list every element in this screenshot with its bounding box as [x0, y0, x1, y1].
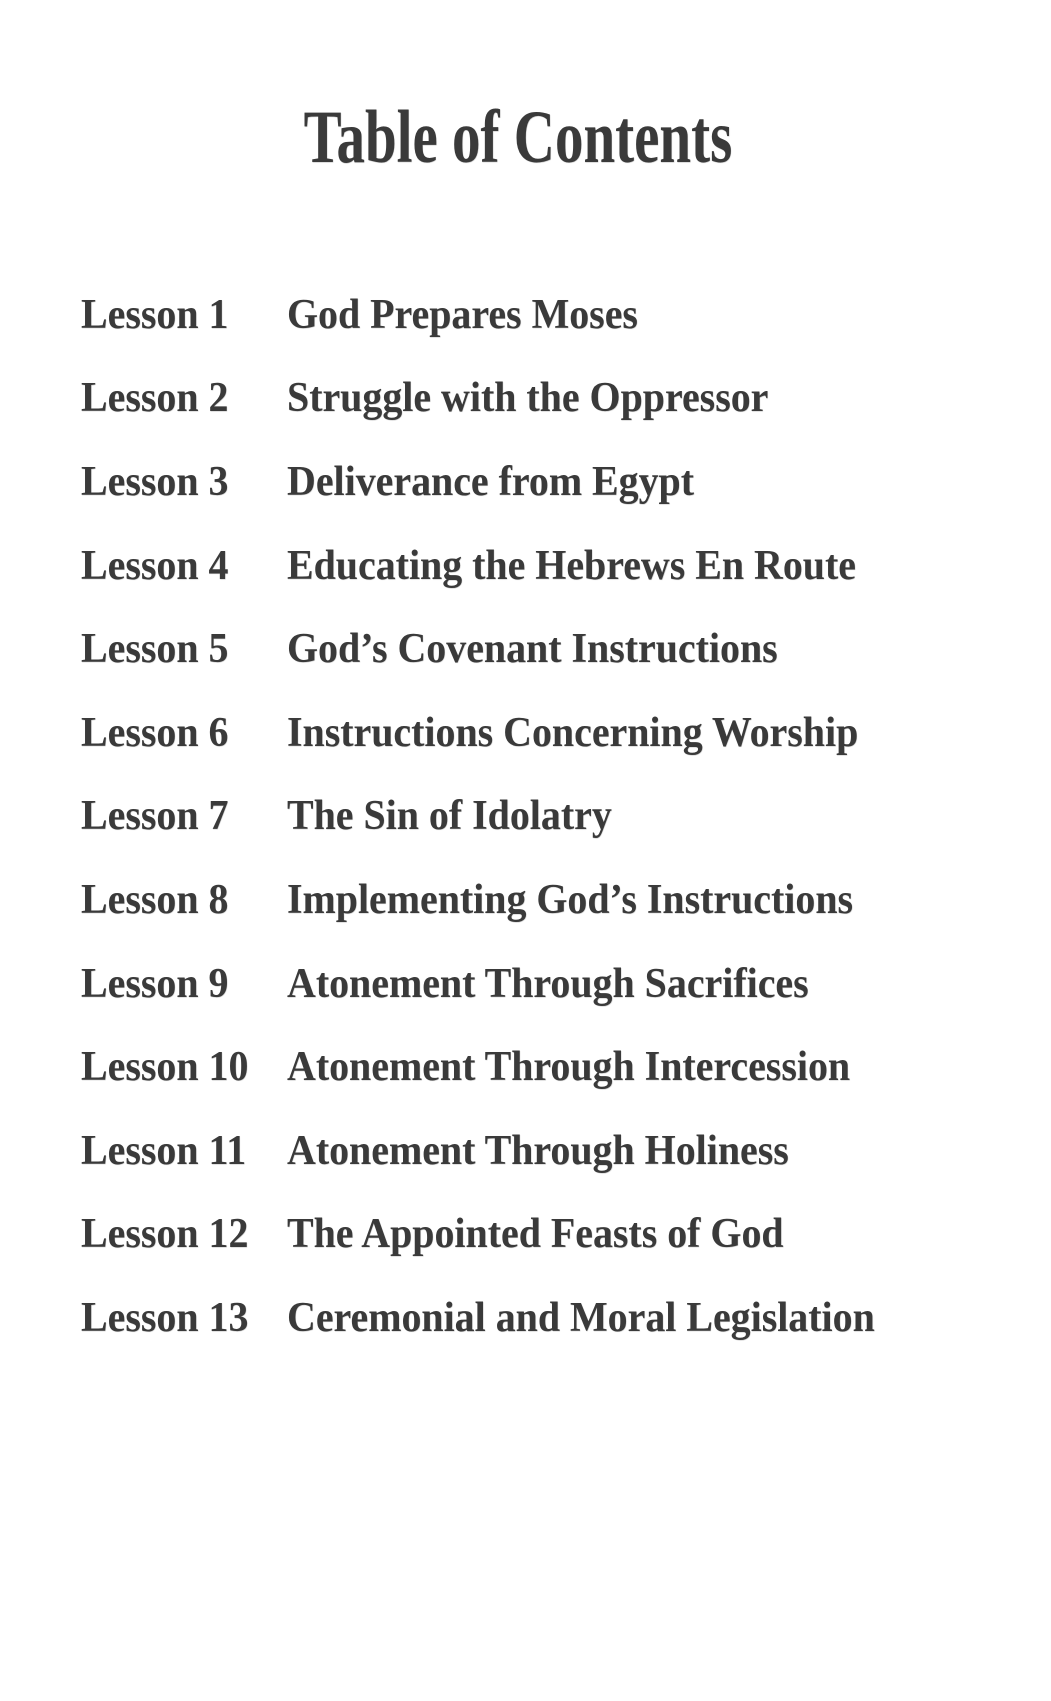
toc-row — [81, 1109, 1011, 1193]
lesson-label — [81, 876, 287, 923]
lesson-title — [287, 542, 886, 589]
lesson-label-text: Lesson 10 — [81, 1044, 249, 1091]
toc-row — [81, 858, 1011, 942]
lesson-label — [81, 960, 287, 1007]
lesson-title-text: The Sin of Idolatry — [287, 793, 612, 840]
lesson-label-text: Lesson 6 — [81, 709, 229, 756]
lesson-title — [287, 793, 629, 840]
lesson-title — [287, 1211, 810, 1258]
lesson-label — [81, 1211, 287, 1258]
page-title — [0, 96, 1051, 179]
lesson-label-text: Lesson 8 — [81, 876, 229, 923]
lesson-title — [287, 876, 883, 923]
page-title-text: Table of Contents — [303, 96, 732, 179]
lesson-label — [81, 626, 287, 673]
lesson-label-text: Lesson 9 — [81, 960, 229, 1007]
lesson-title-text: The Appointed Feasts of God — [287, 1211, 784, 1258]
lesson-title — [287, 1127, 815, 1174]
toc-row — [81, 440, 1011, 524]
toc-row — [81, 1276, 1011, 1360]
lesson-title — [287, 960, 836, 1007]
lesson-label — [81, 1127, 287, 1174]
lesson-title-text: Instructions Concerning Worship — [287, 709, 859, 756]
lesson-label — [81, 458, 287, 505]
lesson-title-text: Atonement Through Intercession — [287, 1044, 851, 1091]
lesson-label — [81, 375, 287, 422]
toc-row — [81, 607, 1011, 691]
toc-row — [81, 357, 1011, 441]
lesson-label-text: Lesson 3 — [81, 458, 229, 505]
lesson-title-text: God Prepares Moses — [287, 291, 638, 338]
lesson-label — [81, 709, 287, 756]
lesson-title — [287, 375, 794, 422]
toc-row — [81, 691, 1011, 775]
lesson-title — [287, 1294, 906, 1341]
lesson-title-text: Implementing God’s Instructions — [287, 876, 854, 923]
toc-row — [81, 273, 1011, 357]
toc-row — [81, 524, 1011, 608]
lesson-title — [287, 626, 804, 673]
toc-list — [81, 273, 1011, 1360]
lesson-title-text: God’s Covenant Instructions — [287, 626, 778, 673]
lesson-label — [81, 793, 287, 840]
lesson-label-text: Lesson 4 — [81, 542, 229, 589]
lesson-label — [81, 1044, 287, 1091]
lesson-label-text: Lesson 5 — [81, 626, 229, 673]
toc-row — [81, 1025, 1011, 1109]
toc-row — [81, 1193, 1011, 1277]
lesson-title-text: Educating the Hebrews En Route — [287, 542, 856, 589]
lesson-label — [81, 291, 287, 338]
lesson-label-text: Lesson 2 — [81, 375, 229, 422]
lesson-title-text: Ceremonial and Moral Legislation — [287, 1294, 875, 1341]
lesson-title — [287, 709, 888, 756]
lesson-label-text: Lesson 7 — [81, 793, 229, 840]
lesson-label-text: Lesson 11 — [81, 1127, 247, 1174]
lesson-label-text: Lesson 1 — [81, 291, 229, 338]
lesson-label — [81, 1294, 287, 1341]
toc-row — [81, 775, 1011, 859]
lesson-title-text: Atonement Through Holiness — [287, 1127, 789, 1174]
lesson-title-text: Deliverance from Egypt — [287, 458, 695, 505]
lesson-title-text: Struggle with the Oppressor — [287, 375, 769, 422]
toc-row — [81, 942, 1011, 1026]
lesson-label-text: Lesson 13 — [81, 1294, 249, 1341]
lesson-title-text: Atonement Through Sacrifices — [287, 960, 809, 1007]
lesson-title — [287, 458, 715, 505]
lesson-title — [287, 291, 656, 338]
lesson-label — [81, 542, 287, 589]
lesson-title — [287, 1044, 880, 1091]
lesson-label-text: Lesson 12 — [81, 1211, 249, 1258]
